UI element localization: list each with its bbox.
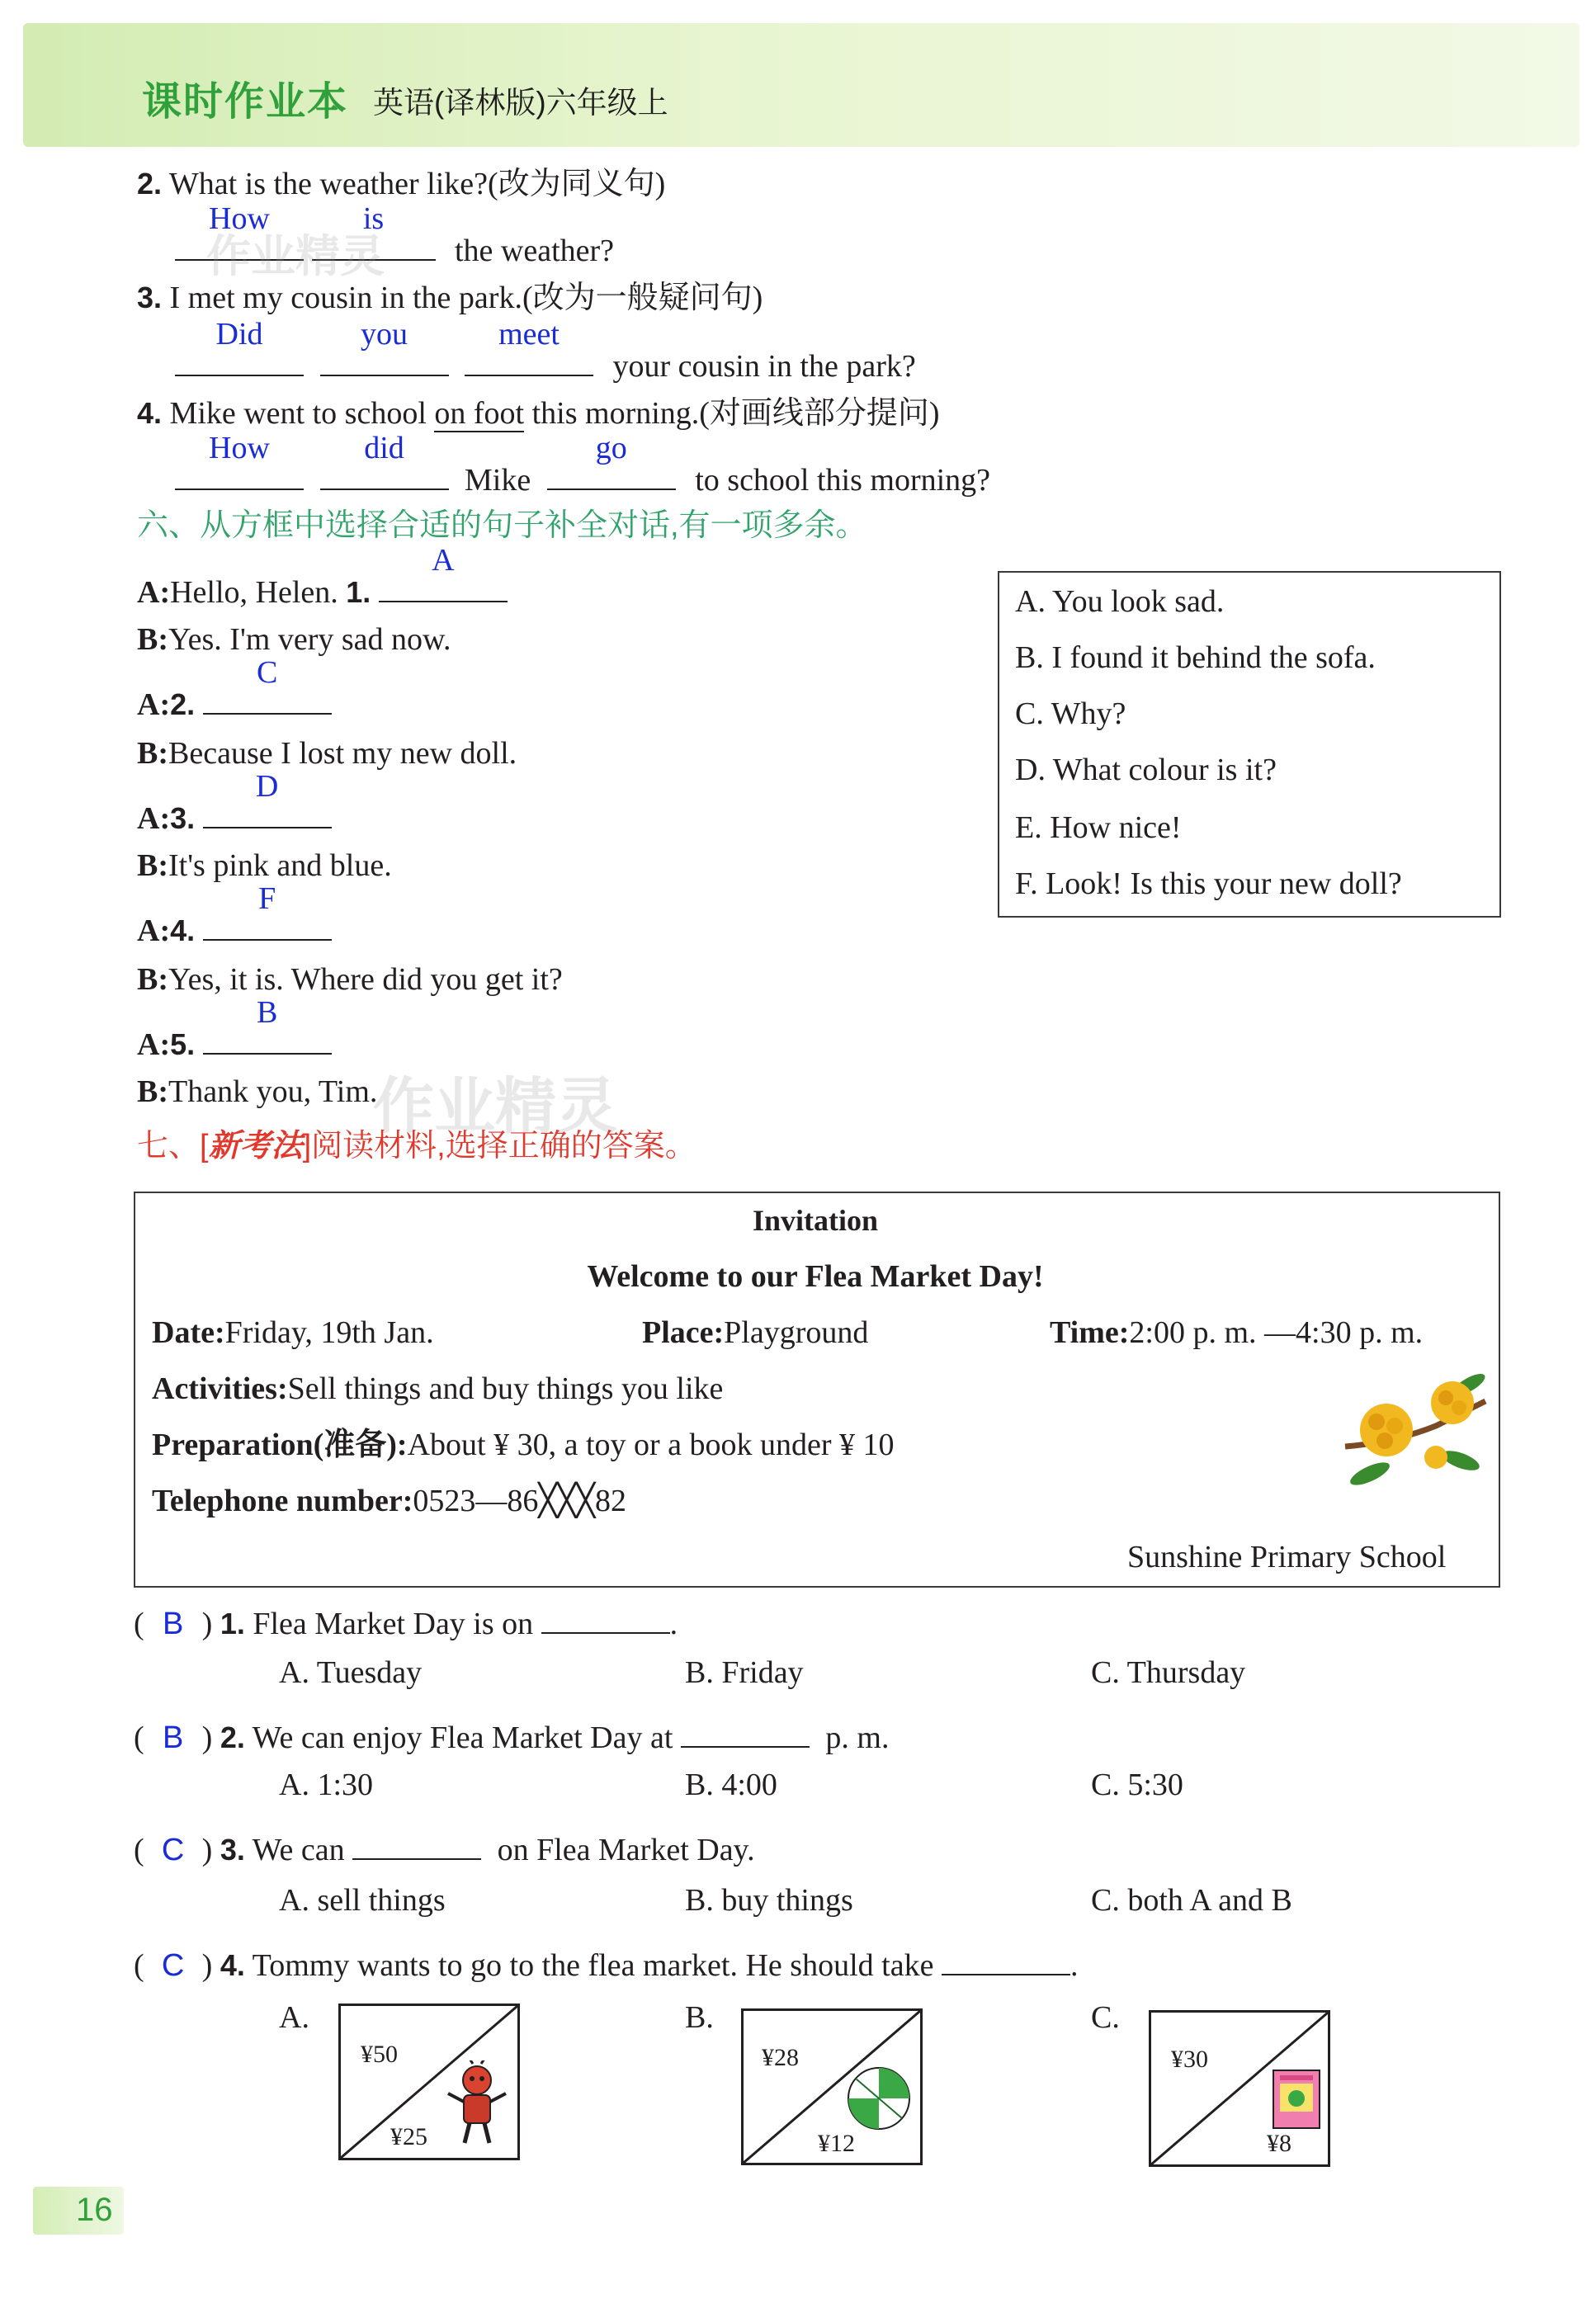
q-tail: to school this morning?	[695, 463, 991, 498]
dialogue-line-6: B:It's pink and blue.	[137, 848, 392, 883]
option-c: C. Why?	[1015, 696, 1126, 731]
answer-text: Did	[215, 317, 263, 352]
answer-blank: F	[203, 903, 332, 941]
mc-option: C. both A and B	[1091, 1883, 1292, 1918]
mc-option: B. buy things	[685, 1883, 853, 1918]
invitation-title: Invitation	[752, 1204, 879, 1237]
answer-blank	[942, 1937, 1070, 1975]
dialogue-line-2: B:Yes. I'm very sad now.	[137, 622, 451, 657]
answer-text: meet	[498, 317, 560, 352]
ball-icon	[846, 2065, 912, 2131]
q-underlined: on foot	[434, 396, 525, 431]
invitation-place: Place:Playground	[642, 1315, 869, 1350]
mc-option: C. 5:30	[1091, 1768, 1183, 1802]
option-f: F. Look! Is this your new doll?	[1015, 866, 1402, 901]
q-text: What is the weather like?(改为同义句)	[168, 167, 666, 201]
q5-4-prompt	[137, 394, 940, 432]
mc-option: B. 4:00	[685, 1768, 777, 1802]
dialogue-line-8: B:Yes, it is. Where did you get it?	[137, 962, 563, 997]
book-title: 课时作业本	[142, 80, 349, 124]
dialogue-line-3: A:2. C	[137, 677, 332, 724]
pic-label-c: C.	[1091, 2000, 1120, 2035]
option-d: D. What colour is it?	[1015, 753, 1277, 787]
pic-label-a: A.	[279, 2000, 309, 2035]
invitation-preparation: Preparation(准备):About ¥ 30, a toy or a book under ¥ 10	[152, 1428, 895, 1462]
price-bottom: ¥8	[1267, 2130, 1291, 2157]
price-bottom: ¥25	[390, 2123, 427, 2150]
dialogue-line-9: A:5. B	[137, 1017, 332, 1064]
page-number: 16	[76, 2192, 113, 2228]
price-top: ¥30	[1171, 2046, 1208, 2073]
q-tail: the weather?	[455, 234, 615, 268]
page-number-tab	[33, 2187, 124, 2235]
mc-question-2: ( B ) 2. We can enjoy Flea Market Day at p. m.	[134, 1710, 889, 1757]
mc-question-1: ( B ) 1. Flea Market Day is on .	[134, 1596, 678, 1643]
dialogue-line-4: B:Because I lost my new doll.	[137, 736, 517, 771]
mc-answer: B	[162, 1607, 184, 1641]
option-a: A. You look sad.	[1015, 584, 1225, 619]
mc-answer: B	[162, 1720, 184, 1755]
answer-blank	[352, 1822, 481, 1860]
answer-blank	[681, 1710, 810, 1748]
mc-option: B. Friday	[685, 1655, 804, 1690]
watermark: 作业精灵	[206, 230, 385, 282]
answer-blank	[320, 317, 449, 376]
mc-answer: C	[161, 1948, 185, 1983]
answer-blank	[465, 317, 593, 376]
watermark: 作业精灵	[373, 1071, 617, 1142]
answer-blank: D	[203, 791, 332, 828]
mc-question-3: ( C ) 3. We can on Flea Market Day.	[134, 1822, 755, 1869]
invitation-activities: Activities:Sell things and buy things you like	[152, 1371, 724, 1406]
book-subtitle: 英语(译林版)六年级上	[373, 86, 668, 120]
mc-option: A. sell things	[279, 1883, 446, 1918]
price-top: ¥50	[361, 2041, 398, 2068]
option-b: B. I found it behind the sofa.	[1015, 640, 1376, 675]
q-number: 3.	[137, 281, 163, 314]
mc-option: C. Thursday	[1091, 1655, 1246, 1690]
mc-answer: C	[161, 1833, 185, 1867]
invitation-telephone: Telephone number:0523—86╳╳╳82	[152, 1484, 626, 1518]
invitation-time: Time:2:00 p. m. —4:30 p. m.	[1050, 1315, 1424, 1350]
q-text: this morning.(对画线部分提问)	[531, 396, 940, 431]
q5-2-prompt	[137, 165, 665, 203]
q-tail: your cousin in the park?	[612, 349, 916, 384]
part6-heading: 六、从方框中选择合适的句子补全对话,有一项多余。	[137, 508, 867, 543]
part7-heading: 七、[新考法]阅读材料,选择正确的答案。	[137, 1129, 696, 1163]
q-mid: Mike	[465, 463, 531, 498]
dialogue-line-5: A:3. D	[137, 791, 332, 838]
q-text: Mike went to school	[169, 396, 427, 431]
pic-label-b: B.	[685, 2000, 714, 2035]
mc-option: A. Tuesday	[279, 1655, 423, 1690]
toy-robot-icon	[443, 2060, 511, 2146]
q-number: 2.	[137, 167, 163, 201]
invitation-welcome: Welcome to our Flea Market Day!	[587, 1259, 1044, 1294]
answer-blank	[320, 431, 449, 490]
answer-text: How	[209, 431, 270, 465]
new-test-tag: 新考法	[208, 1129, 303, 1163]
invitation-school: Sunshine Primary School	[1127, 1540, 1447, 1574]
answer-blank	[541, 1596, 670, 1634]
q5-3-answer-line	[175, 317, 916, 385]
dialogue-line-1: A:Hello, Helen. 1. A	[137, 564, 508, 611]
q-number: 4.	[137, 396, 163, 430]
answer-blank	[175, 431, 304, 490]
flower-icon	[1337, 1368, 1494, 1492]
book-icon	[1272, 2069, 1321, 2130]
dialogue-line-10: B:Thank you, Tim.	[137, 1074, 378, 1109]
price-top: ¥28	[762, 2044, 799, 2071]
mc-question-4: ( C ) 4. Tommy wants to go to the flea market. He should take .	[134, 1937, 1078, 1985]
q-text: I met my cousin in the park.(改为一般疑问句)	[169, 281, 763, 315]
answer-blank: C	[203, 677, 332, 715]
picture-option-c	[1149, 2010, 1330, 2167]
price-bottom: ¥12	[818, 2130, 855, 2157]
option-e: E. How nice!	[1015, 810, 1182, 845]
picture-option-b	[741, 2008, 923, 2165]
answer-blank: A	[379, 564, 508, 602]
mc-option: A. 1:30	[279, 1768, 373, 1802]
picture-option-a	[338, 2004, 520, 2160]
q5-4-answer-line	[175, 431, 991, 499]
answer-text: did	[364, 431, 404, 465]
answer-text: How	[209, 201, 270, 236]
answer-blank: B	[203, 1017, 332, 1055]
answer-blank	[175, 317, 304, 376]
answer-text: you	[361, 317, 408, 352]
dialogue-line-7: A:4. F	[137, 903, 332, 950]
answer-text: go	[595, 431, 627, 465]
invitation-date: Date:Friday, 19th Jan.	[152, 1315, 434, 1350]
answer-blank	[547, 431, 676, 490]
answer-text: is	[362, 201, 385, 236]
